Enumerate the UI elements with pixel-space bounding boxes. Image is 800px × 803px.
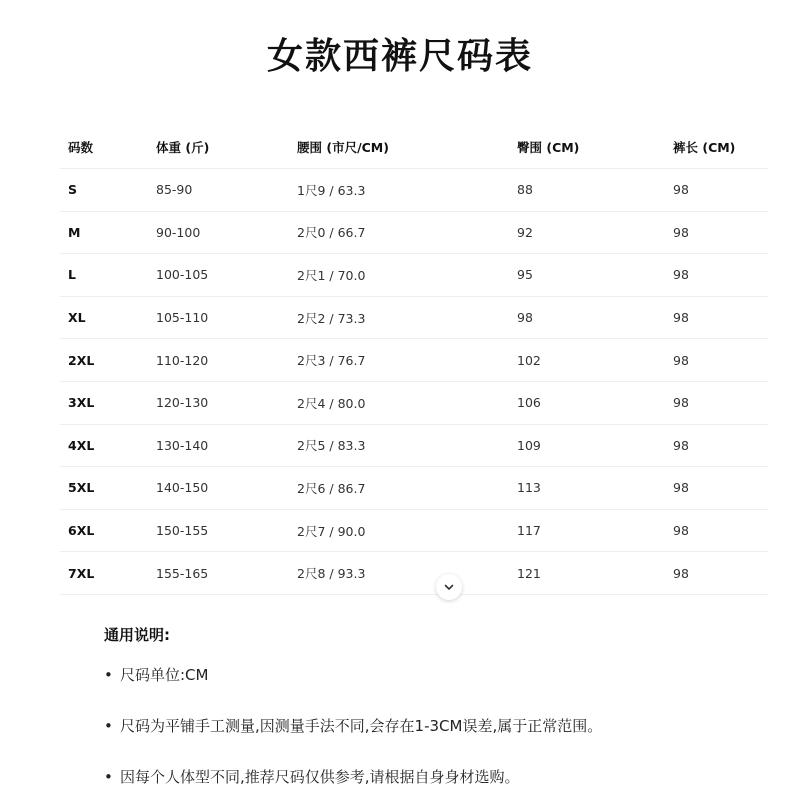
cell-length: 98 <box>673 565 689 581</box>
table-row <box>60 425 768 468</box>
cell-size: L <box>68 267 76 283</box>
chevron-down-icon <box>443 581 455 593</box>
cell-weight: 105-110 <box>156 310 209 326</box>
note-text: 尺码为平铺手工测量,因测量手法不同,会存在1-3CM误差,属于正常范围。 <box>120 717 603 735</box>
cell-size: 6XL <box>68 523 95 539</box>
cell-length: 98 <box>673 437 689 453</box>
cell-weight: 110-120 <box>156 352 209 368</box>
cell-hip: 109 <box>517 437 541 453</box>
cell-length: 98 <box>673 310 689 326</box>
cell-waist: 2尺7 / 90.0 <box>297 523 366 539</box>
note-item <box>104 762 744 803</box>
cell-hip: 88 <box>517 182 533 198</box>
cell-length: 98 <box>673 182 689 198</box>
cell-waist: 2尺5 / 83.3 <box>297 438 366 454</box>
bullet: • <box>104 768 113 786</box>
notes-title: 通用说明: <box>104 626 170 644</box>
cell-weight: 140-150 <box>156 480 209 496</box>
scroll-down-button[interactable] <box>436 574 462 600</box>
table-row <box>60 339 768 382</box>
table-row <box>60 467 768 510</box>
table-row <box>60 510 768 553</box>
cell-weight: 120-130 <box>156 395 209 411</box>
cell-size: 5XL <box>68 480 95 496</box>
cell-hip: 102 <box>517 352 541 368</box>
bullet: • <box>104 717 113 735</box>
cell-waist: 2尺2 / 73.3 <box>297 310 366 326</box>
cell-length: 98 <box>673 352 689 368</box>
cell-length: 98 <box>673 480 689 496</box>
cell-size: XL <box>68 310 86 326</box>
note-item <box>104 711 744 752</box>
table-row <box>60 297 768 340</box>
cell-waist: 1尺9 / 63.3 <box>297 182 366 198</box>
cell-size: 4XL <box>68 437 95 453</box>
cell-size: 3XL <box>68 395 95 411</box>
cell-size: S <box>68 182 78 198</box>
cell-size: 7XL <box>68 565 95 581</box>
header-hip: 臀围 (CM) <box>517 140 580 155</box>
cell-length: 98 <box>673 224 689 240</box>
cell-hip: 92 <box>517 224 533 240</box>
cell-hip: 117 <box>517 523 541 539</box>
note-item <box>104 660 744 701</box>
table-body <box>60 169 768 595</box>
cell-hip: 98 <box>517 310 533 326</box>
header-weight: 体重 (斤) <box>156 140 210 155</box>
cell-waist: 2尺6 / 86.7 <box>297 480 366 496</box>
table-row <box>60 254 768 297</box>
cell-length: 98 <box>673 523 689 539</box>
cell-waist: 2尺0 / 66.7 <box>297 225 366 241</box>
cell-weight: 90-100 <box>156 224 201 240</box>
notes-section <box>104 620 744 803</box>
cell-size: M <box>68 224 81 240</box>
cell-waist: 2尺3 / 76.7 <box>297 353 366 369</box>
cell-hip: 95 <box>517 267 533 283</box>
table-row <box>60 382 768 425</box>
table-row <box>60 212 768 255</box>
cell-length: 98 <box>673 267 689 283</box>
note-text: 尺码单位:CM <box>120 666 209 684</box>
cell-waist: 2尺1 / 70.0 <box>297 267 366 283</box>
cell-hip: 106 <box>517 395 541 411</box>
table-row <box>60 552 768 595</box>
header-size: 码数 <box>68 140 94 155</box>
cell-weight: 130-140 <box>156 437 209 453</box>
header-length: 裤长 (CM) <box>673 140 736 155</box>
cell-waist: 2尺4 / 80.0 <box>297 395 366 411</box>
table-row <box>60 169 768 212</box>
cell-weight: 155-165 <box>156 565 209 581</box>
size-table <box>60 126 768 595</box>
cell-size: 2XL <box>68 352 95 368</box>
page-title: 女款西裤尺码表 <box>266 36 533 77</box>
cell-weight: 100-105 <box>156 267 209 283</box>
note-text: 因每个人体型不同,推荐尺码仅供参考,请根据自身身材选购。 <box>120 768 520 786</box>
cell-weight: 85-90 <box>156 182 193 198</box>
cell-hip: 121 <box>517 565 541 581</box>
table-header-row <box>60 126 768 169</box>
cell-hip: 113 <box>517 480 541 496</box>
cell-length: 98 <box>673 395 689 411</box>
bullet: • <box>104 666 113 684</box>
header-waist: 腰围 (市尺/CM) <box>297 140 389 155</box>
cell-waist: 2尺8 / 93.3 <box>297 566 366 582</box>
cell-weight: 150-155 <box>156 523 209 539</box>
